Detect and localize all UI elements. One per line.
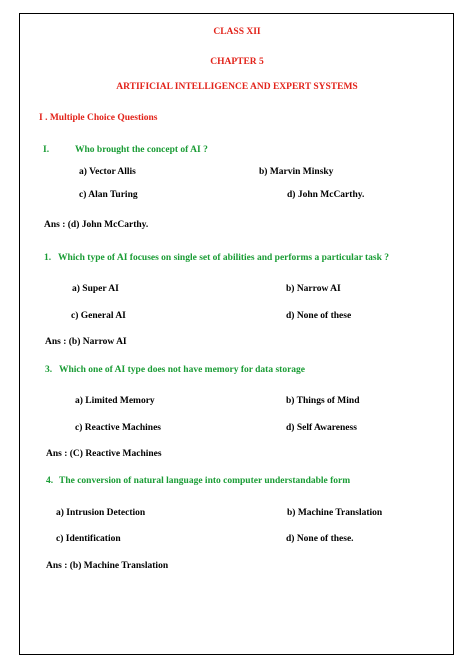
option-b: b) Narrow AI [286,284,341,294]
question-number: I. [43,145,50,155]
answer: Ans : (b) Narrow AI [45,337,127,347]
option-c: c) Alan Turing [79,190,138,200]
option-b: b) Machine Translation [287,508,383,518]
option-a: a) Limited Memory [75,396,155,406]
question-text: Which type of AI focuses on single set of abilities and performs a particular task ? [58,253,390,263]
page-border [19,13,454,655]
answer: Ans : (b) Machine Translation [46,561,169,571]
option-d: d) None of these. [286,534,354,544]
option-c: c) Reactive Machines [75,423,161,433]
option-a: a) Intrusion Detection [56,508,146,518]
option-c: c) General AI [71,311,126,321]
question-text: Who brought the concept of AI ? [75,145,208,155]
question-text: The conversion of natural language into computer understandable form [59,476,351,486]
chapter-number: CHAPTER 5 [210,57,264,67]
question-number: 4. [46,476,54,486]
option-a: a) Vector Allis [79,167,136,177]
option-d: d) None of these [286,311,352,321]
option-d: d) Self Awareness [286,423,357,433]
question-number: 1. [44,253,52,263]
answer: Ans : (d) John McCarthy. [44,220,149,230]
option-d: d) John McCarthy. [287,190,365,200]
section-title: I . Multiple Choice Questions [39,113,158,123]
chapter-title: ARTIFICIAL INTELLIGENCE AND EXPERT SYSTEMS [116,82,358,92]
class-title: CLASS XII [213,27,261,37]
question-text: Which one of AI type does not have memory for data storage [59,365,306,375]
option-c: c) Identification [56,534,121,544]
option-a: a) Super AI [72,284,119,294]
question-number: 3. [45,365,53,375]
option-b: b) Things of Mind [286,396,360,406]
answer: Ans : (C) Reactive Machines [46,449,162,459]
option-b: b) Marvin Minsky [259,167,334,177]
